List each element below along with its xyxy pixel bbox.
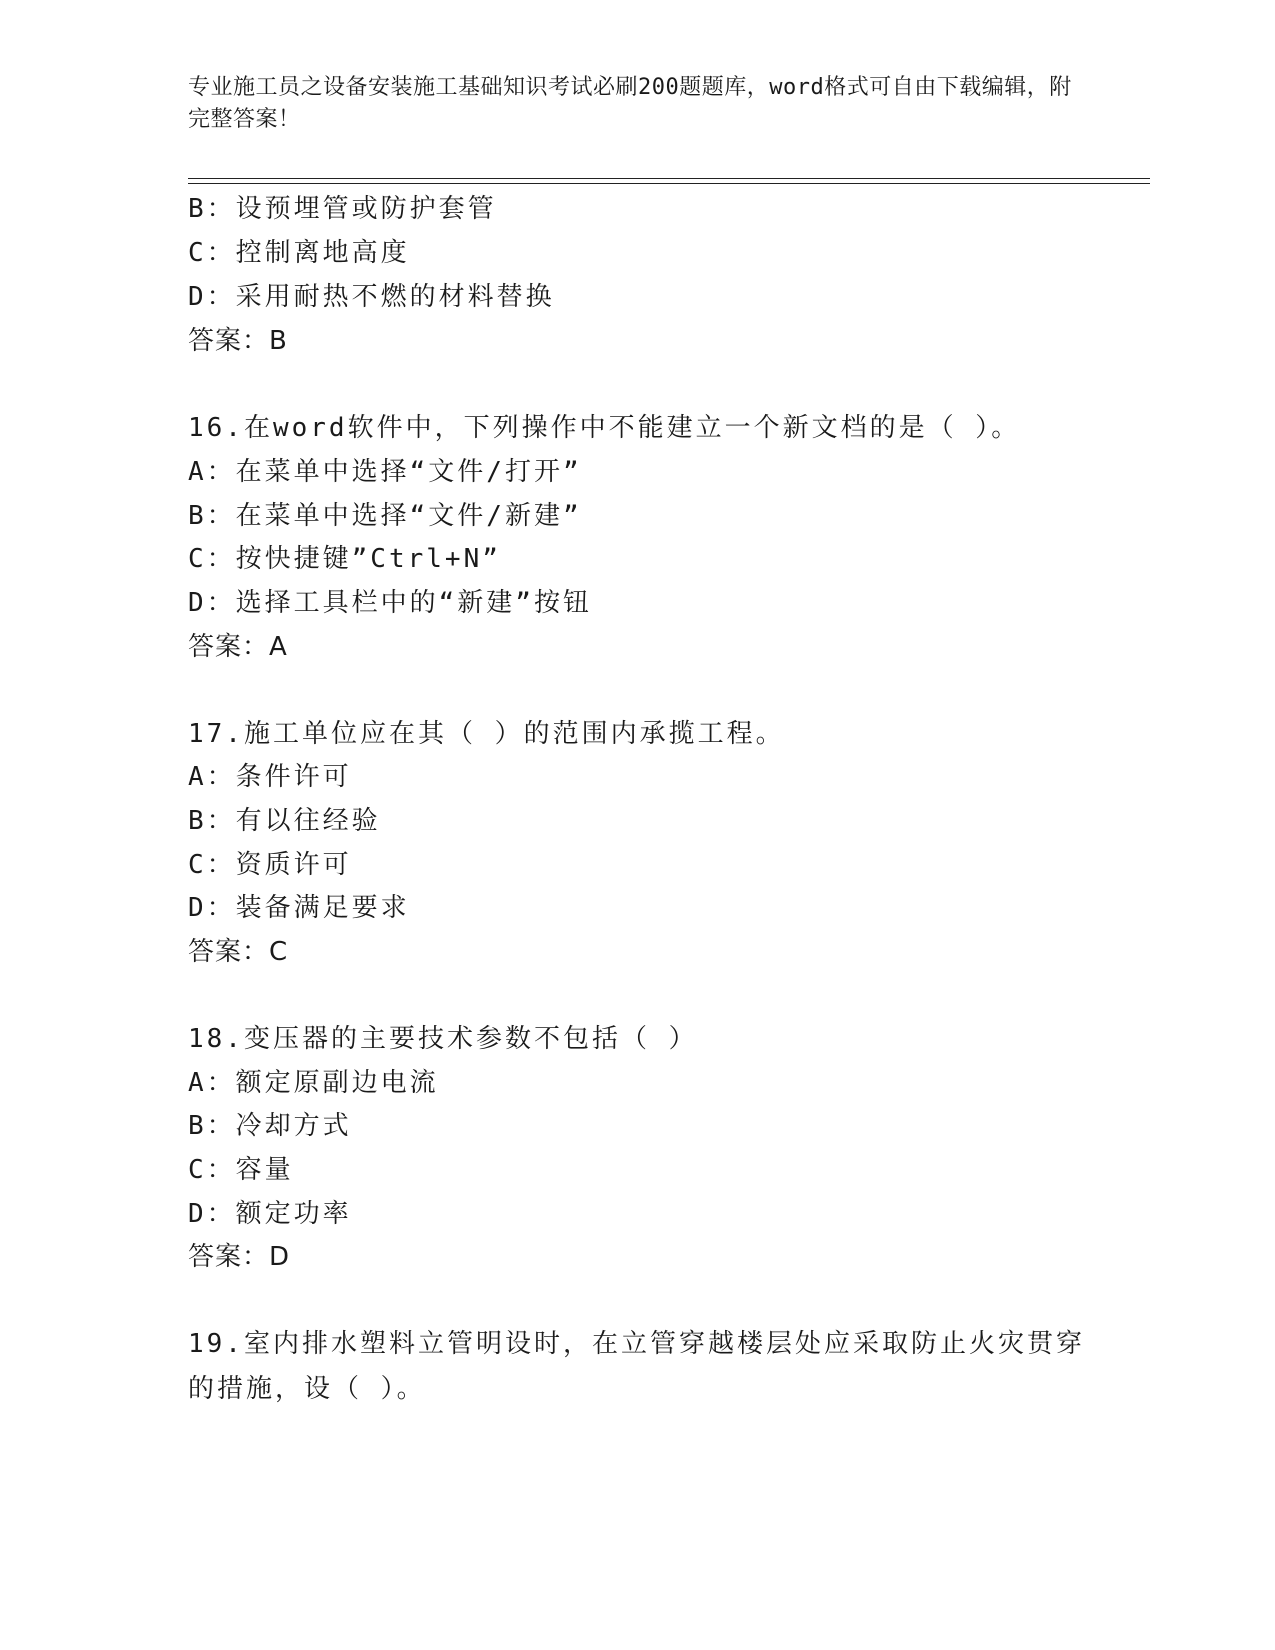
header-rule-bottom (188, 183, 1150, 184)
q16-option-c: C：按快捷键”Ctrl+N” (188, 544, 501, 574)
q18-option-a: A：额定原副边电流 (188, 1068, 439, 1098)
q18-option-b: B：冷却方式 (188, 1111, 352, 1141)
prev-option-c: C：控制离地高度 (188, 238, 410, 268)
q18-option-c: C：容量 (188, 1155, 294, 1185)
q16-option-d: D：选择工具栏中的“新建”按钮 (188, 588, 592, 618)
q17-answer: 答案：C (188, 937, 289, 967)
q16-answer: 答案：A (188, 632, 288, 662)
q19-stem: 19.室内排水塑料立管明设时，在立管穿越楼层处应采取防止火灾贯穿的措施，设（ ）。 (188, 1329, 1085, 1404)
prev-answer: 答案：B (188, 326, 288, 356)
document-header: 专业施工员之设备安装施工基础知识考试必刷200题题库，word格式可自由下载编辑，附完整答案！ (188, 75, 1072, 132)
q16-option-a: A：在菜单中选择“文件/打开” (188, 457, 582, 487)
q18-stem: 18.变压器的主要技术参数不包括（ ） (188, 1024, 698, 1054)
prev-option-b: B：设预埋管或防护套管 (188, 194, 497, 224)
q17-option-b: B：有以往经验 (188, 806, 381, 836)
q16-stem: 16.在word软件中，下列操作中不能建立一个新文档的是（ ）。 (188, 413, 1021, 443)
q16-option-b: B：在菜单中选择“文件/新建” (188, 501, 582, 531)
q18-option-d: D：额定功率 (188, 1199, 352, 1229)
q17-option-d: D：装备满足要求 (188, 893, 410, 923)
prev-option-d: D：采用耐热不燃的材料替换 (188, 282, 555, 312)
q17-option-c: C：资质许可 (188, 850, 352, 880)
q17-option-a: A：条件许可 (188, 762, 352, 792)
q17-stem: 17.施工单位应在其（ ）的范围内承揽工程。 (188, 719, 785, 749)
q18-answer: 答案：D (188, 1242, 291, 1272)
header-rule-top (188, 178, 1150, 179)
